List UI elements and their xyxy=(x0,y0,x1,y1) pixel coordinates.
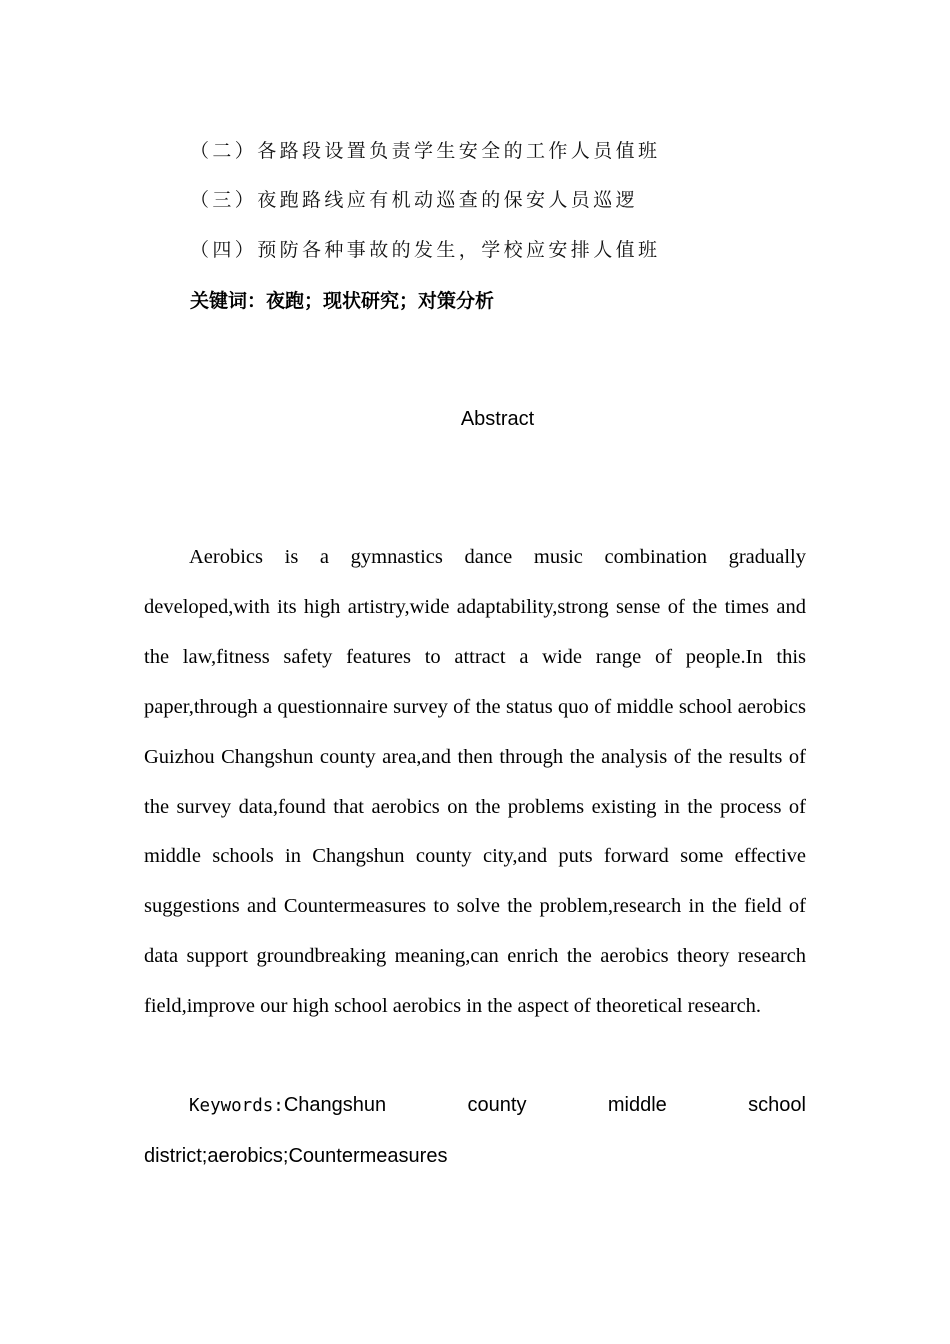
chinese-keywords: 关键词：夜跑；现状研究；对策分析 xyxy=(190,290,495,312)
chinese-list-item-2: （二）各路段设置负责学生安全的工作人员值班 xyxy=(190,140,661,162)
chinese-list-item-3: （三）夜跑路线应有机动巡查的保安人员巡逻 xyxy=(190,189,639,211)
english-keywords xyxy=(144,1081,806,1182)
abstract-body: Aerobics is a gymnastics dance music combination gradually developed,with its high artistry,wide adaptability,strong sense of the times and the law,fitness safety features to attract a wide range of people.In this paper,through a questionnaire survey of the status quo of middle school aerobics Guizhou Changshun county area,and then through the analysis of the results of the survey data,found that aerobics on the problems existing in the process of middle schools in Changshun county city,and puts forward some effective suggestions and Countermeasures to solve the problem,research in the field of data support groundbreaking meaning,can enrich the aerobics theory research field,improve our high school aerobics in the aspect of theoretical research. xyxy=(144,546,806,1018)
keywords-label: Keywords: xyxy=(189,1096,284,1116)
keywords-text: Changshun county middle school district;aerobics;Countermeasures xyxy=(144,1094,806,1167)
chinese-list-item-4: （四）预防各种事故的发生，学校应安排人值班 xyxy=(190,239,661,261)
abstract-title: Abstract xyxy=(460,408,535,430)
